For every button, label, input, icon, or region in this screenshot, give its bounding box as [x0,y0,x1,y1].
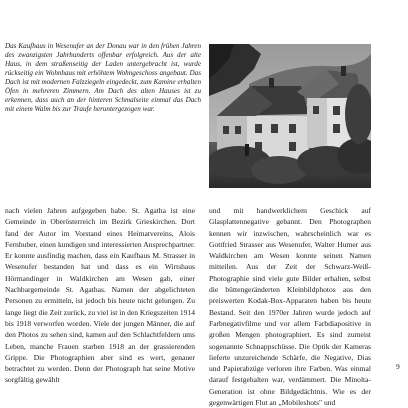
left-column-text: nach vielen Jahren aufgegeben habe. St. Agatha ist eine Gemeinde in Oberösterreich im Bezirk Grieskirchen. Dort fand der Autor im Vorstand eines Heimatvereins, Alois Fernhuber, einen kundigen und interessierten Ansprechpartner. Er konnte ausfindig machen, dass ein Kaufhaus M. Strasser in Wesenufer bestanden hat und dass es ein Wirtshaus Hörmandinger in Waldkirchen am Wesen gab, einer Nachbargemeinde St. Agathas. Namen der abgelichteten Personen zu ermitteln, ist jedoch bis heute nicht gelungen. Zu lange liegt die Zeit zurück, zu viel ist in den Kriegszeiten 1914 bis 1918 verworfen worden. Viele der jungen Männer, die auf den Photos zu sehen sind, kamen auf den Schlachtfeldern ums Leben, manche Frauen starben 1918 an der grassierenden Grippe. Die Photographien aber sind es wert, genauer betrachtet zu werden. Denn der Photograph hat seine Motive sorgfältig gewählt [5,206,195,385]
house-photo-icon [209,44,371,188]
right-column [209,205,371,408]
right-column-text: und mit handwerklichem Geschick auf Glasplattennegative gebannt. Den Photographen kennen wir inzwischen, wahrscheinlich war es Gottfried Strasser aus Wesenufer, Walter Humer aus Waldkirchen am Wesen konnte seinen Namen mitteilen. Aus der Zeit der Schwarz-Weiß-Photographie sind viele gute Bilder erhalten, selbst die büttengeränderten Kleinbildphotos aus den preiswerten Kodak-Box-Apparaten haben bis heute Bestand. Seit den 1970er Jahren wurde jedoch auf Farbnegativfilme und vor allem Farbdiapositive in großen Mengen photographiert. Es sind zumeist sogenannte Schnappschüsse. Die Optik der Kameras lieferte unzureichende Schärfe, die Negative, Dias und Papierabzüge verloren ihre Farben. Was einmal darauf festgehalten war, verdämmert. Die Minolta-Generation ist ohne Bildgedächtnis. Wie es der gegenwärtigen Flut an „Mobileshots" und [209,206,371,408]
photo-caption: Das Kaufhaus in Wesenufer an der Donau war in den frühen Jahren des zwanzigsten Jahrhunderts offenbar erfolgreich. Aus der alte Haus, in dem straßenseitig der Laden untergebracht ist, wurde rückseitig ein Wohnhaus mit erhöhtem Wohngeschoss angebaut. Das Dach ist mit modernen Falzziegeln eingedeckt, zum Kamine erhalten Öfen in mehreren Zimmern. Am Dach des alten Hauses ist zu erkennen, dass auch an der hinteren Schmalseite einmal das Dach mit einem Walm bis zur Traufe heruntergezogen war. [5,42,201,114]
house-photo [209,44,371,188]
left-column [5,205,195,386]
page-number: 9 [396,362,400,371]
